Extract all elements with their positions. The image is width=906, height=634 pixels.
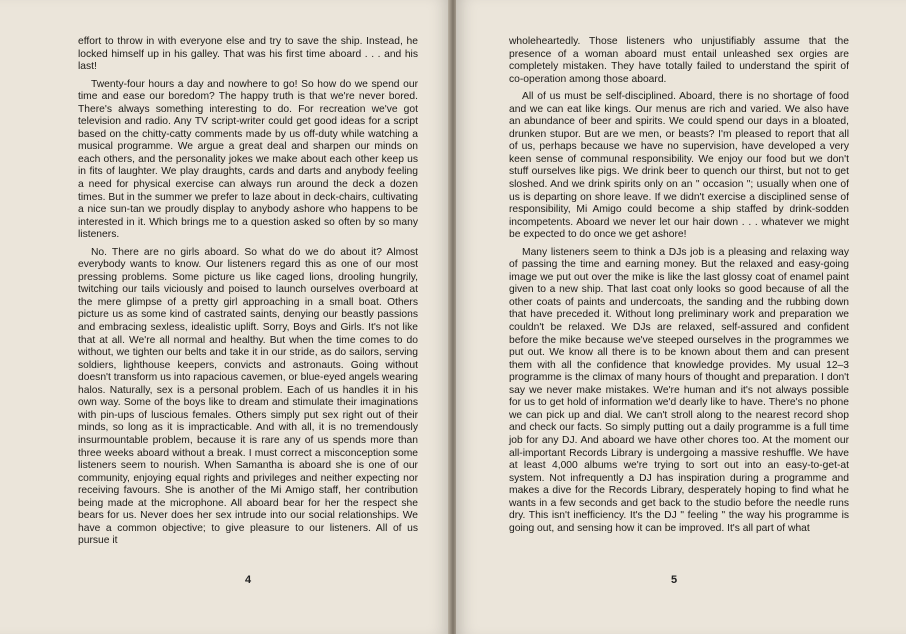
paragraph: effort to throw in with everyone else and try to save the ship. Instead, he locked himself up in his galley. That was his first time aboard . . . and his last! [78,36,418,73]
page-number: 4 [244,574,252,586]
left-page [0,0,450,634]
left-text-column [78,36,418,553]
paragraph: wholeheartedly. Those listeners who unjustifiably assume that the presence of a woman aboard must entail unleashed sex orgies are completely mistaken. They have totally failed to understand the spirit of co-operation among those aboard. [509,36,849,85]
paragraph: No. There are no girls aboard. So what do we do about it? Almost everybody wants to know. Our listeners regard this as one of our most pressing problems. Some picture us like caged lions, drooling hungrily, twitching our tails viciously and poised to launch ourselves overboard at the mere glimpse of a pretty girl approaching in a small boat. Others picture us as some kind of castrated saints, denying our beastly passions and embracing sexless, idealistic uplift. Sorry, Boys and Girls. It's not like that at all. We're all normal and healthy. But when the time comes to do without, we tighten our belts and take it in our stride, as do sailors, serving soldiers, lighthouse keepers, convicts and astronauts. Going without doesn't transform us into rapacious cavemen, or blue-eyed angels wearing halos. Naturally, sex is a personal problem. Each of us handles it in his own way. Some of the boys like to dream and stimulate their imaginations with pin-ups of luscious females. Others simply put sex right out of their minds, so long as it is impracticable. And with all, it is no tremendously insurmountable problem, because it is rare any of us spends more than three weeks aboard without a break. I must correct a misconception some listeners seem to nourish. When Samantha is aboard she is one of our community, enjoying equal rights and privileges and neither expecting nor receiving favours. She is another of the Mi Amigo staff, her contribution being made at the microphone. All aboard bear for her the respect she bears for us. Never does her sex intrude into our social relationships. We have a common objective; to give pleasure to our listeners. All of us pursue it [78,246,418,547]
paragraph: Many listeners seem to think a DJs job is a pleasing and relaxing way of passing the time and earning money. But the relaxed and easy-going image we put out over the mike is like the last glossy coat of enamel paint given to a new ship. That last coat only looks so good because of all the other coats of paints and undercoats, the sanding and the rubbing down that have preceded it. Without long preliminary work and preparation we couldn't be relaxed. We DJs are relaxed, self-assured and confident before the mike because we've steeped ourselves in the programmes we put out. We know all there is to be known about them and can present them with all the confidence that knowledge provides. My usual 12–3 programme is the climax of many hours of thought and preparation. I don't say we never make mistakes. We're human and it's not always possible for us to get hold of information we'd dearly like to have. There's no phone we can pick up and dial. We can't stroll along to the nearest record shop and check our facts. So simply putting out a daily programme is a full time job for any DJ. And aboard we have other chores too. At the moment our all-important Records Library is undergoing a massive reshuffle. We have at least 4,000 albums we're trying to sort out into an easy-to-get-at system. Not infrequently a DJ has inspiration during a programme and makes a dive for the Records Library, desperately hoping to find what he wants in a few seconds and get back to the studio before the needle runs dry. This isn't inefficiency. It's the DJ " feeling " the way his programme is going out, and sensing how it can be improved. It's all part of what [509,246,849,534]
right-page [456,0,906,634]
page-number: 5 [670,574,678,586]
paragraph: All of us must be self-disciplined. Aboard, there is no shortage of food and we can eat like kings. Our menus are rich and varied. We also have an abundance of beer and spirits. We could spend our days in a bloated, drunken stupor. But are we men, or beasts? I'm pleased to report that all of us, perhaps because we have no supervision, have developed a very keen sense of communal responsibility. We enjoy our food but we don't stuff ourselves like pigs. We drink beer to quench our thirst, but not to get sloshed. And we drink spirits only on an " occasion "; usually when one of us is departing on shore leave. If we didn't exercise a disciplined sense of responsibility, Mi Amigo could become a ship staffed by drink-sodden incompetents. Aboard we never let our hair down . . . whatever we might be expected to do once we get ashore! [509,91,849,241]
right-text-column [509,36,849,540]
paragraph: Twenty-four hours a day and nowhere to go! So how do we spend our time and ease our boredom? The happy truth is that we're never bored. There's always something interesting to do. For recreation we've got television and radio. Any TV script-writer could get good ideas for a script based on the chitty-catty comments made by us off-duty while watching a musical programme. We argue a great deal and sharpen our minds on each others, and the personality jokes we make about each other keep us in fits of laughter. We play draughts, cards and darts and anybody feeling a need for physical exercise can always run around the deck a dozen times. But in the summer we prefer to laze about in deck-chairs, cultivating a nice sun-tan we proudly display to anybody ashore who happens to be interested in it. Which brings me to a question asked so often by so many listeners. [78,78,418,241]
